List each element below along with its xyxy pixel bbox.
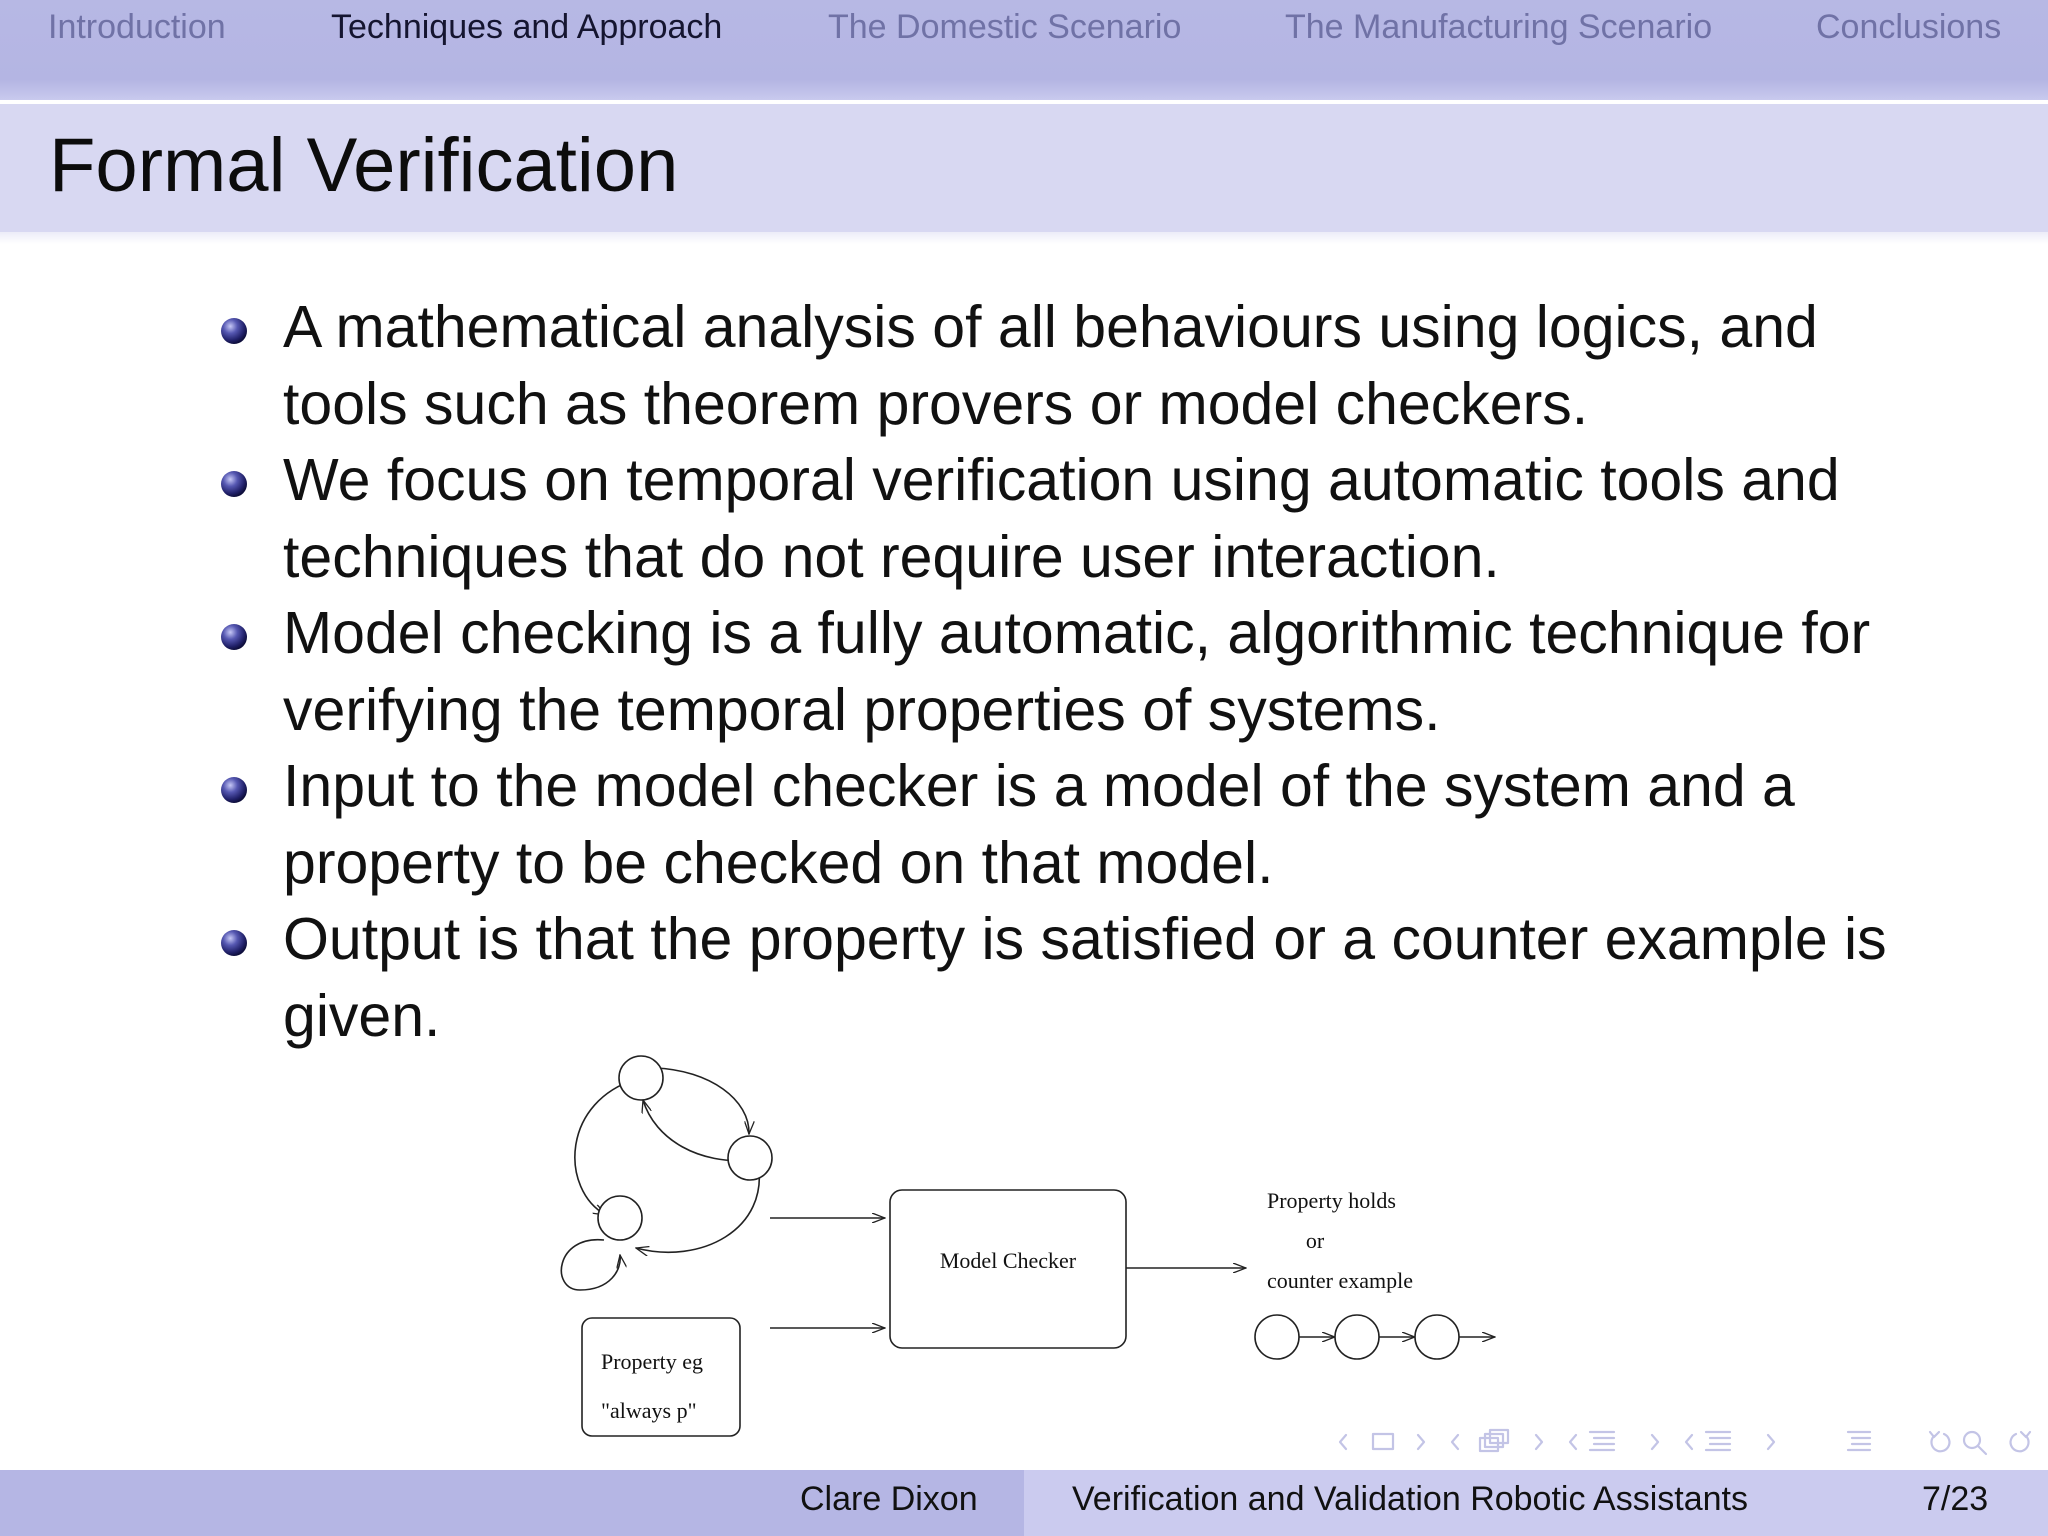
bullet-ball-icon [221, 624, 247, 650]
footer-talk-title: Verification and Validation Robotic Assistants [1072, 1480, 1748, 1518]
output-or: or [1305, 1228, 1325, 1253]
bullet-text: A mathematical analysis of all behaviours using logics, and tools such as theorem provers or model checkers. [283, 294, 1818, 437]
output-property-holds: Property holds [1267, 1188, 1396, 1213]
property-example: "always p" [601, 1398, 697, 1423]
bullet-ball-icon [221, 777, 247, 803]
page-total: 23 [1950, 1480, 1989, 1518]
presentation-nav-icon[interactable] [1686, 1432, 1774, 1450]
state-node [598, 1196, 642, 1240]
title-band-shadow [0, 232, 2048, 244]
footer-page-number [1922, 1480, 1988, 1519]
system-model-graph [561, 1068, 759, 1290]
frame-nav-icon[interactable] [1340, 1434, 1424, 1449]
nav-section-manufacturing-scenario[interactable]: The Manufacturing Scenario [1285, 8, 1713, 46]
section-navigation-bar [0, 0, 2048, 100]
state-node [619, 1056, 663, 1100]
nav-section-techniques-and-approach[interactable]: Techniques and Approach [331, 8, 723, 46]
bullet-ball-icon [221, 318, 247, 344]
redo-nav-icon[interactable] [2011, 1432, 2030, 1451]
section-nav-icon[interactable] [1570, 1432, 1658, 1450]
nav-section-introduction[interactable]: Introduction [48, 8, 226, 46]
undo-nav-icon[interactable] [1930, 1432, 1949, 1451]
page-current: 7 [1922, 1480, 1941, 1518]
page-separator: / [1940, 1480, 1951, 1518]
model-checking-diagram [540, 1040, 1520, 1450]
appendix-nav-icon[interactable] [1848, 1432, 1870, 1450]
state-node [728, 1136, 772, 1180]
subsection-nav-icon[interactable] [1452, 1430, 1542, 1451]
slide-title: Formal Verification [49, 123, 679, 208]
search-icon[interactable] [1964, 1432, 1986, 1454]
footer-author-panel [0, 1470, 1024, 1536]
footer-author: Clare Dixon [800, 1480, 978, 1518]
counter-example-trace [1255, 1315, 1495, 1359]
nav-section-domestic-scenario[interactable]: The Domestic Scenario [828, 8, 1182, 46]
output-counter-example: counter example [1267, 1268, 1413, 1293]
bullet-text: Output is that the property is satisfied or a counter example is given. [283, 906, 1887, 1049]
bullet-ball-icon [221, 471, 247, 497]
model-checker-label: Model Checker [939, 1248, 1077, 1273]
beamer-navigation-symbols [1330, 1422, 2040, 1462]
bullet-text: Input to the model checker is a model of the system and a property to be checked on that model. [283, 753, 1795, 896]
footer-title-panel [1024, 1470, 2048, 1536]
bullet-text: Model checking is a fully automatic, algorithmic technique for verifying the temporal properties of systems. [283, 600, 1871, 743]
nav-section-conclusions[interactable]: Conclusions [1816, 8, 2002, 46]
footer-bar [0, 1470, 2048, 1536]
bullet-ball-icon [221, 930, 247, 956]
property-label: Property eg [601, 1349, 704, 1374]
bullet-text: We focus on temporal verification using automatic tools and techniques that do not require user interaction. [283, 447, 1840, 590]
